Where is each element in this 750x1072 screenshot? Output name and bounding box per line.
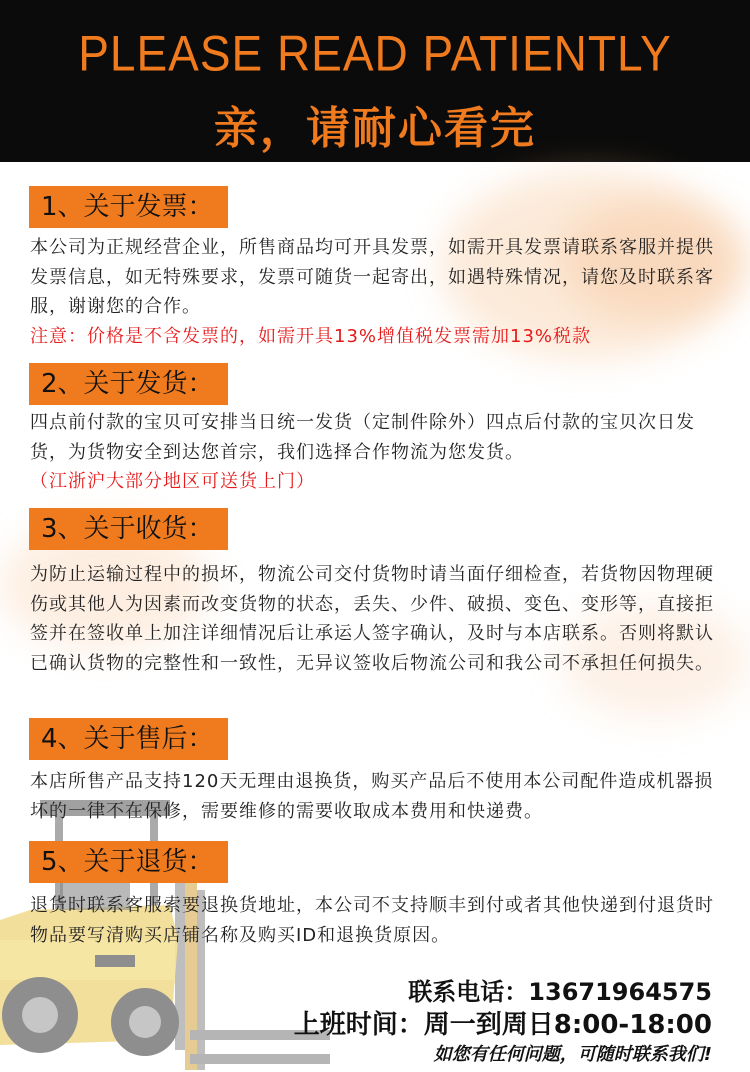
section-heading-invoice: 1、关于发票： — [29, 186, 228, 228]
section-body-returns: 退货时联系客服索要退换货地址，本公司不支持顺丰到付或者其他快递到付退货时物品要写清购买店铺名称及购买ID和退换货原因。 — [30, 895, 714, 946]
shipping-delivery-note: （江浙沪大部分地区可送货上门） — [30, 471, 315, 492]
section-body-after-sales: 本店所售产品支持120天无理由退换货，购买产品后不使用本公司配件造成机器损坏的一律不在保修，需要维修的需要收取成本费用和快递费。 — [30, 771, 714, 822]
section-heading-shipping: 2、关于发货： — [29, 363, 228, 405]
section-heading-after-sales: 4、关于售后： — [29, 718, 228, 760]
invoice-tax-note: 注意：价格是不含发票的，如需开具13%增值税发票需加13%税款 — [30, 326, 592, 347]
section-body-shipping: 四点前付款的宝贝可安排当日统一发货（定制件除外）四点后付款的宝贝次日发货，为货物安全到达您首宗，我们选择合作物流为您发货。 — [30, 412, 695, 463]
contact-notice: 如您有任何问题，可随时联系我们! — [433, 1044, 712, 1065]
working-hours: 上班时间：周一到周日8:00-18:00 — [293, 1010, 712, 1040]
page-title-english: PLEASE READ PATIENTLY — [78, 24, 672, 82]
section-heading-returns: 5、关于退货： — [29, 841, 228, 883]
section-body-invoice: 本公司为正规经营企业，所售商品均可开具发票，如需开具发票请联系客服并提供发票信息，如无特殊要求，发票可随货一起寄出，如遇特殊情况，请您及时联系客服，谢谢您的合作。 — [30, 237, 714, 317]
contact-phone: 联系电话：13671964575 — [408, 978, 712, 1006]
section-body-receiving: 为防止运输过程中的损坏，物流公司交付货物时请当面仔细检查，若货物因物理硬伤或其他人为因素而改变货物的状态，丢失、少件、破损、变色、变形等，直接拒签并在签收单上加注详细情况后让承运人签字确认，及时与本店联系。否则将默认已确认货物的完整性和一致性，无异议签收后物流公司和我公司不承担任何损失。 — [30, 564, 714, 674]
page-title-chinese: 亲，请耐心看完 — [214, 103, 536, 154]
section-heading-receiving: 3、关于收货： — [29, 508, 228, 550]
header-banner — [0, 0, 750, 162]
